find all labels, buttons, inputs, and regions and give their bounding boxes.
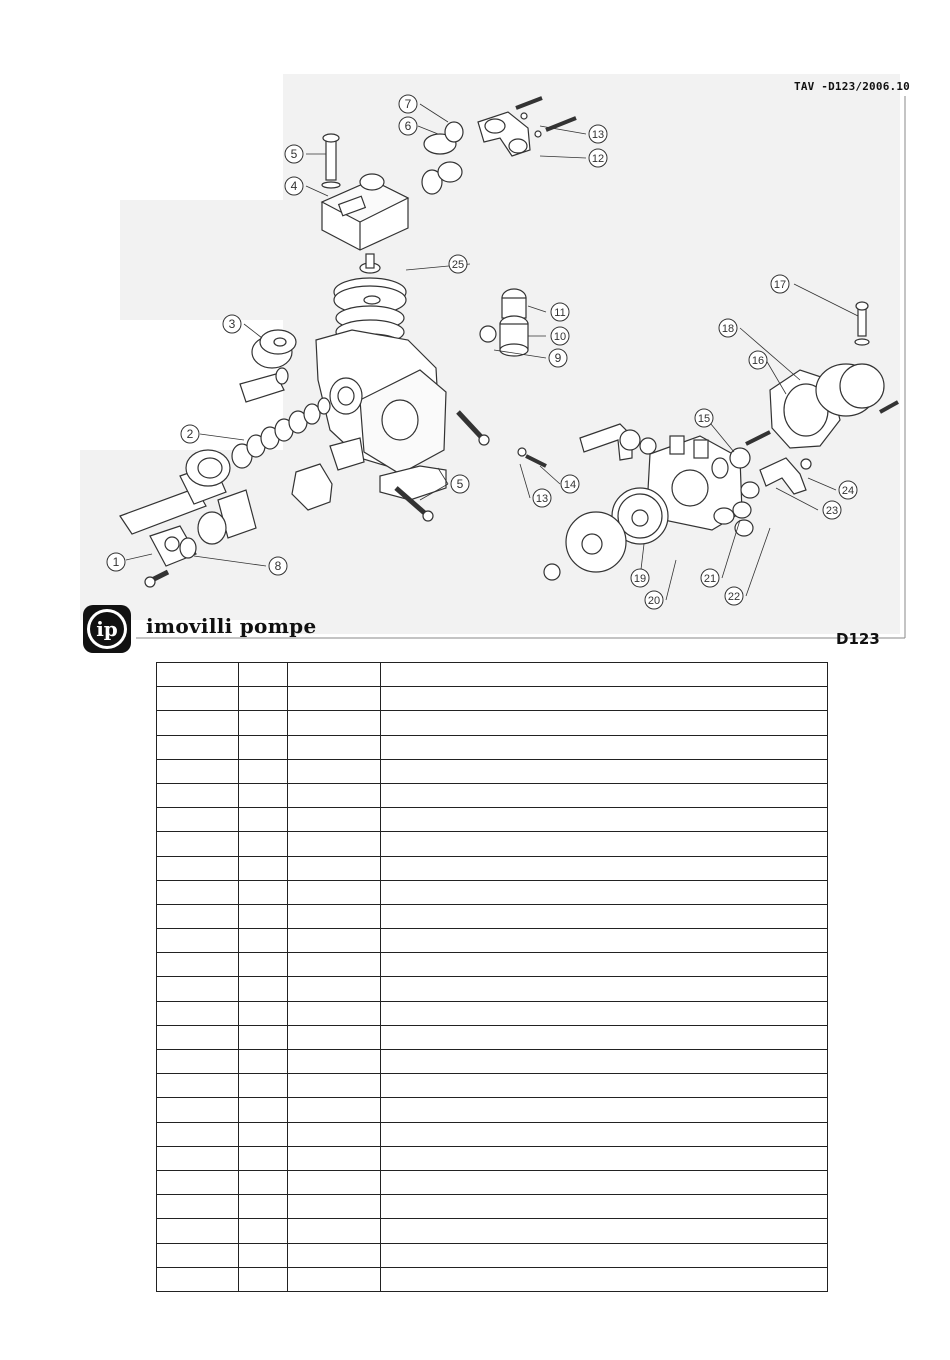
table-cell (381, 1146, 828, 1170)
table-cell (381, 783, 828, 807)
table-cell (288, 904, 381, 928)
table-cell (381, 1098, 828, 1122)
callout-2 (181, 425, 199, 443)
table-cell (157, 856, 239, 880)
table-cell (381, 1267, 828, 1291)
table-cell (381, 977, 828, 1001)
table-row (157, 856, 828, 880)
callout-25 (449, 255, 467, 273)
svg-text:12: 12 (591, 153, 605, 165)
table-cell (288, 1195, 381, 1219)
table-cell (381, 880, 828, 904)
brand-logo-icon (82, 604, 132, 654)
table-cell (288, 953, 381, 977)
table-cell (288, 1243, 381, 1267)
svg-text:9: 9 (554, 351, 562, 365)
table-row (157, 1267, 828, 1291)
callout-7 (399, 95, 417, 113)
table-row (157, 953, 828, 977)
table-cell (157, 687, 239, 711)
table-cell (157, 880, 239, 904)
table-cell (288, 1146, 381, 1170)
callout-18 (719, 319, 737, 337)
table-cell (239, 1122, 288, 1146)
svg-text:16: 16 (751, 355, 765, 367)
table-cell (239, 929, 288, 953)
table-row (157, 783, 828, 807)
table-cell (157, 735, 239, 759)
table-cell (239, 663, 288, 687)
svg-text:14: 14 (563, 479, 577, 491)
table-cell (239, 735, 288, 759)
svg-text:2: 2 (186, 427, 194, 441)
callout-12 (589, 149, 607, 167)
table-cell (157, 1025, 239, 1049)
table-cell (239, 1074, 288, 1098)
table-cell (239, 1025, 288, 1049)
table-row (157, 1146, 828, 1170)
table-row (157, 759, 828, 783)
table-cell (157, 808, 239, 832)
table-row (157, 1001, 828, 1025)
table-cell (239, 808, 288, 832)
table-cell (381, 832, 828, 856)
callout-8 (269, 557, 287, 575)
table-cell (381, 1050, 828, 1074)
table-row (157, 1025, 828, 1049)
table-cell (157, 1146, 239, 1170)
svg-text:7: 7 (404, 97, 412, 111)
svg-text:6: 6 (404, 119, 412, 133)
table-cell (381, 711, 828, 735)
callout-4 (285, 177, 303, 195)
table-cell (288, 1025, 381, 1049)
table-cell (288, 663, 381, 687)
table-cell (157, 759, 239, 783)
table-cell (288, 687, 381, 711)
table-cell (288, 783, 381, 807)
table-cell (239, 1001, 288, 1025)
table-cell (288, 1098, 381, 1122)
table-cell (288, 735, 381, 759)
table-cell (239, 1195, 288, 1219)
table-cell (288, 929, 381, 953)
table-cell (288, 832, 381, 856)
table-cell (381, 1195, 828, 1219)
table-cell (381, 1001, 828, 1025)
table-row (157, 735, 828, 759)
table-cell (157, 953, 239, 977)
table-row (157, 1098, 828, 1122)
table-cell (157, 663, 239, 687)
table-cell (288, 1219, 381, 1243)
table-cell (157, 1001, 239, 1025)
parts-table-body (157, 663, 828, 1292)
svg-text:24: 24 (841, 485, 855, 497)
model-label: D123 (836, 630, 880, 648)
parts-table (156, 662, 828, 1292)
table-cell (239, 904, 288, 928)
table-cell (381, 808, 828, 832)
svg-text:18: 18 (721, 323, 735, 335)
brand-name: imovilli pompe (146, 614, 317, 638)
callout-20 (645, 591, 663, 609)
callout-17 (771, 275, 789, 293)
table-cell (288, 1050, 381, 1074)
table-cell (239, 1170, 288, 1194)
table-cell (288, 808, 381, 832)
table-cell (157, 929, 239, 953)
table-cell (381, 953, 828, 977)
table-cell (239, 1098, 288, 1122)
table-row (157, 1074, 828, 1098)
table-cell (381, 1074, 828, 1098)
table-cell (157, 904, 239, 928)
callout-22 (725, 587, 743, 605)
callout-11 (551, 303, 569, 321)
callout-10 (551, 327, 569, 345)
table-cell (239, 1267, 288, 1291)
svg-text:3: 3 (228, 317, 236, 331)
callout-5-lower (451, 475, 469, 493)
callout-13-lower (533, 489, 551, 507)
table-cell (381, 687, 828, 711)
svg-text:23: 23 (825, 505, 839, 517)
table-row (157, 977, 828, 1001)
callout-15 (695, 409, 713, 427)
table-cell (381, 663, 828, 687)
table-row (157, 1170, 828, 1194)
table-cell (157, 1074, 239, 1098)
table-cell (157, 1219, 239, 1243)
table-row (157, 808, 828, 832)
table-cell (157, 1243, 239, 1267)
table-row (157, 904, 828, 928)
table-cell (239, 977, 288, 1001)
table-row (157, 711, 828, 735)
table-row (157, 1050, 828, 1074)
table-cell (239, 856, 288, 880)
table-row (157, 929, 828, 953)
table-cell (288, 856, 381, 880)
svg-text:15: 15 (697, 413, 711, 425)
callout-5-top (285, 145, 303, 163)
table-row (157, 663, 828, 687)
table-cell (239, 687, 288, 711)
table-cell (239, 711, 288, 735)
svg-text:17: 17 (773, 279, 787, 291)
table-cell (288, 880, 381, 904)
table-cell (239, 759, 288, 783)
table-row (157, 1219, 828, 1243)
table-cell (157, 977, 239, 1001)
table-cell (381, 759, 828, 783)
svg-text:13: 13 (535, 493, 549, 505)
table-cell (288, 977, 381, 1001)
callout-6 (399, 117, 417, 135)
table-cell (157, 1267, 239, 1291)
svg-text:19: 19 (633, 573, 647, 585)
svg-text:11: 11 (554, 307, 566, 319)
table-cell (381, 904, 828, 928)
svg-text:21: 21 (703, 573, 717, 585)
table-cell (288, 1170, 381, 1194)
table-cell (288, 711, 381, 735)
table-row (157, 832, 828, 856)
table-cell (381, 1243, 828, 1267)
table-cell (239, 1243, 288, 1267)
svg-text:10: 10 (553, 331, 567, 343)
callout-19 (631, 569, 649, 587)
table-cell (239, 953, 288, 977)
svg-text:22: 22 (727, 591, 741, 603)
svg-text:20: 20 (647, 595, 661, 607)
table-row (157, 1122, 828, 1146)
callout-14 (561, 475, 579, 493)
table-cell (288, 1267, 381, 1291)
table-cell (157, 1195, 239, 1219)
table-row (157, 687, 828, 711)
table-cell (239, 1050, 288, 1074)
table-cell (381, 735, 828, 759)
table-cell (239, 880, 288, 904)
table-cell (381, 1122, 828, 1146)
table-cell (288, 1074, 381, 1098)
table-cell (157, 832, 239, 856)
callout-9 (549, 349, 567, 367)
table-cell (157, 1170, 239, 1194)
table-cell (239, 832, 288, 856)
svg-text:13: 13 (591, 129, 605, 141)
table-cell (381, 1170, 828, 1194)
callout-23 (823, 501, 841, 519)
drawing-code: TAV -D123/2006.10 (794, 80, 910, 93)
table-cell (381, 1219, 828, 1243)
table-cell (157, 783, 239, 807)
svg-text:1: 1 (112, 555, 120, 569)
table-cell (381, 856, 828, 880)
svg-text:8: 8 (274, 559, 282, 573)
table-cell (239, 783, 288, 807)
table-row (157, 1243, 828, 1267)
table-cell (157, 1122, 239, 1146)
table-cell (239, 1146, 288, 1170)
callout-24 (839, 481, 857, 499)
table-cell (288, 1001, 381, 1025)
table-cell (239, 1219, 288, 1243)
table-cell (157, 1050, 239, 1074)
table-cell (157, 711, 239, 735)
table-cell (381, 929, 828, 953)
callout-3 (223, 315, 241, 333)
svg-text:5: 5 (290, 147, 298, 161)
callout-16 (749, 351, 767, 369)
table-cell (288, 1122, 381, 1146)
callout-21 (701, 569, 719, 587)
table-row (157, 880, 828, 904)
exploded-parts-drawing (0, 0, 950, 660)
callout-1 (107, 553, 125, 571)
svg-text:5: 5 (456, 477, 464, 491)
svg-text:ip: ip (96, 617, 118, 641)
table-cell (288, 759, 381, 783)
callout-13-top (589, 125, 607, 143)
table-cell (381, 1025, 828, 1049)
svg-text:25: 25 (451, 259, 465, 271)
svg-text:4: 4 (290, 179, 298, 193)
table-cell (157, 1098, 239, 1122)
table-row (157, 1195, 828, 1219)
